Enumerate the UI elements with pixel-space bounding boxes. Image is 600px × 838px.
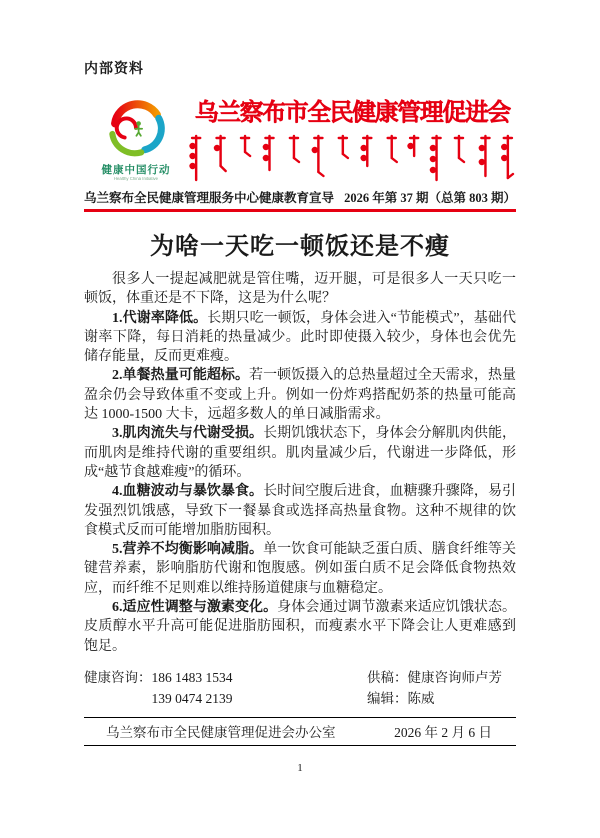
issue-line — [84, 188, 516, 206]
header — [84, 90, 516, 184]
footer-date: 2026 年 2 月 6 日 — [394, 724, 492, 740]
point-text: 身体会通过调节激素来适应饥饿状态。皮质醇水平升高可能促进脂肪囤积，而瘦素水平下降会让人更难感到饱足。 — [84, 600, 517, 654]
org-title: 乌兰察布市全民健康管理促进会 — [194, 100, 510, 126]
point-text: 长期只吃一顿饭，身体会进入“节能模式”，基础代谢率下降，每日消耗的热量减少。此时即使摄入较少，身体也会优先储存能量，反而更难瘦。 — [84, 310, 516, 365]
issue-line-left: 乌兰察布全民健康管理服务中心健康教育宣导 — [84, 191, 335, 205]
mongolian-script — [188, 132, 516, 184]
contributor-name: 健康咨询师卢芳 — [407, 669, 502, 685]
mongolian-script-icon — [188, 132, 516, 184]
red-divider — [84, 209, 516, 212]
article-point-3 — [84, 424, 516, 482]
editor-name: 陈威 — [407, 690, 435, 706]
healthy-china-logo-icon — [100, 92, 172, 162]
point-lead: 3.肌肉流失与代谢受损。 — [112, 426, 264, 442]
masthead — [188, 90, 516, 184]
credits — [367, 667, 516, 709]
footer-bar — [84, 717, 516, 746]
contributor-label: 供稿： — [367, 669, 408, 685]
article-point-1 — [84, 309, 516, 367]
article-point-6 — [84, 598, 516, 656]
phone-number-1: 186 1483 1534 — [151, 669, 233, 685]
point-lead: 2.单餐热量可能超标。 — [112, 368, 250, 384]
editor-label: 编辑： — [367, 690, 408, 706]
point-lead: 4.血糖波动与暴饮暴食。 — [112, 484, 264, 500]
article-body — [84, 270, 516, 656]
contact-block — [84, 667, 516, 709]
article-point-5 — [84, 540, 516, 598]
article-point-2 — [84, 366, 516, 424]
org-logo — [84, 92, 188, 183]
point-lead: 6.适应性调整与激素变化。 — [112, 600, 278, 616]
point-text: 长时间空腹后进食，血糖骤升骤降，易引发强烈饥饿感，导致下一餐暴食或选择高热量食物。这种不规律的饮食模式反而可能增加脂肪囤积。 — [84, 484, 517, 538]
article-intro: 很多人一提起减肥就是管住嘴，迈开腿，可是很多人一天只吃一顿饭，体重还是不下降，这是为什么呢？ — [84, 272, 516, 307]
point-lead: 5.营养不均衡影响减脂。 — [112, 542, 264, 558]
point-text: 长期饥饿状态下，身体会分解肌肉供能，而肌肉是维持代谢的重要组织。肌肉量减少后，代谢进一步降低，形成“越节食越难瘦”的循环。 — [84, 426, 517, 480]
footer-office: 乌兰察布市全民健康管理促进会办公室 — [106, 724, 336, 740]
contact-label: 健康咨询： — [84, 669, 152, 685]
phone-number-2: 139 0474 2139 — [151, 690, 233, 706]
logo-en-text: Healthy China Initiative — [113, 177, 159, 182]
issue-line-right: 2026 年第 37 期（总第 803 期） — [344, 191, 516, 205]
health-consult-contact — [84, 667, 233, 709]
logo-cn-text: 健康中国行动 — [101, 164, 171, 176]
internal-label: 内部资料 — [84, 60, 144, 76]
article-title: 为啥一天吃一顿饭还是不瘦 — [150, 234, 450, 260]
article-point-4 — [84, 482, 516, 540]
point-text: 若一顿饭摄入的总热量超过全天需求，热量盈余仍会导致体重不变或上升。例如一份炸鸡搭配奶茶的热量可能高达 1000-1500 大卡，远超多数人的单日减脂需求。 — [84, 368, 517, 423]
page-number: 1 — [297, 761, 303, 774]
point-text: 单一饮食可能缺乏蛋白质、膳食纤维等关键营养素，影响脂肪代谢和饱腹感。例如蛋白质不足会降低食物热效应，而纤维不足则难以维持肠道健康与血糖稳定。 — [84, 542, 517, 596]
point-lead: 1.代谢率降低。 — [112, 310, 208, 326]
